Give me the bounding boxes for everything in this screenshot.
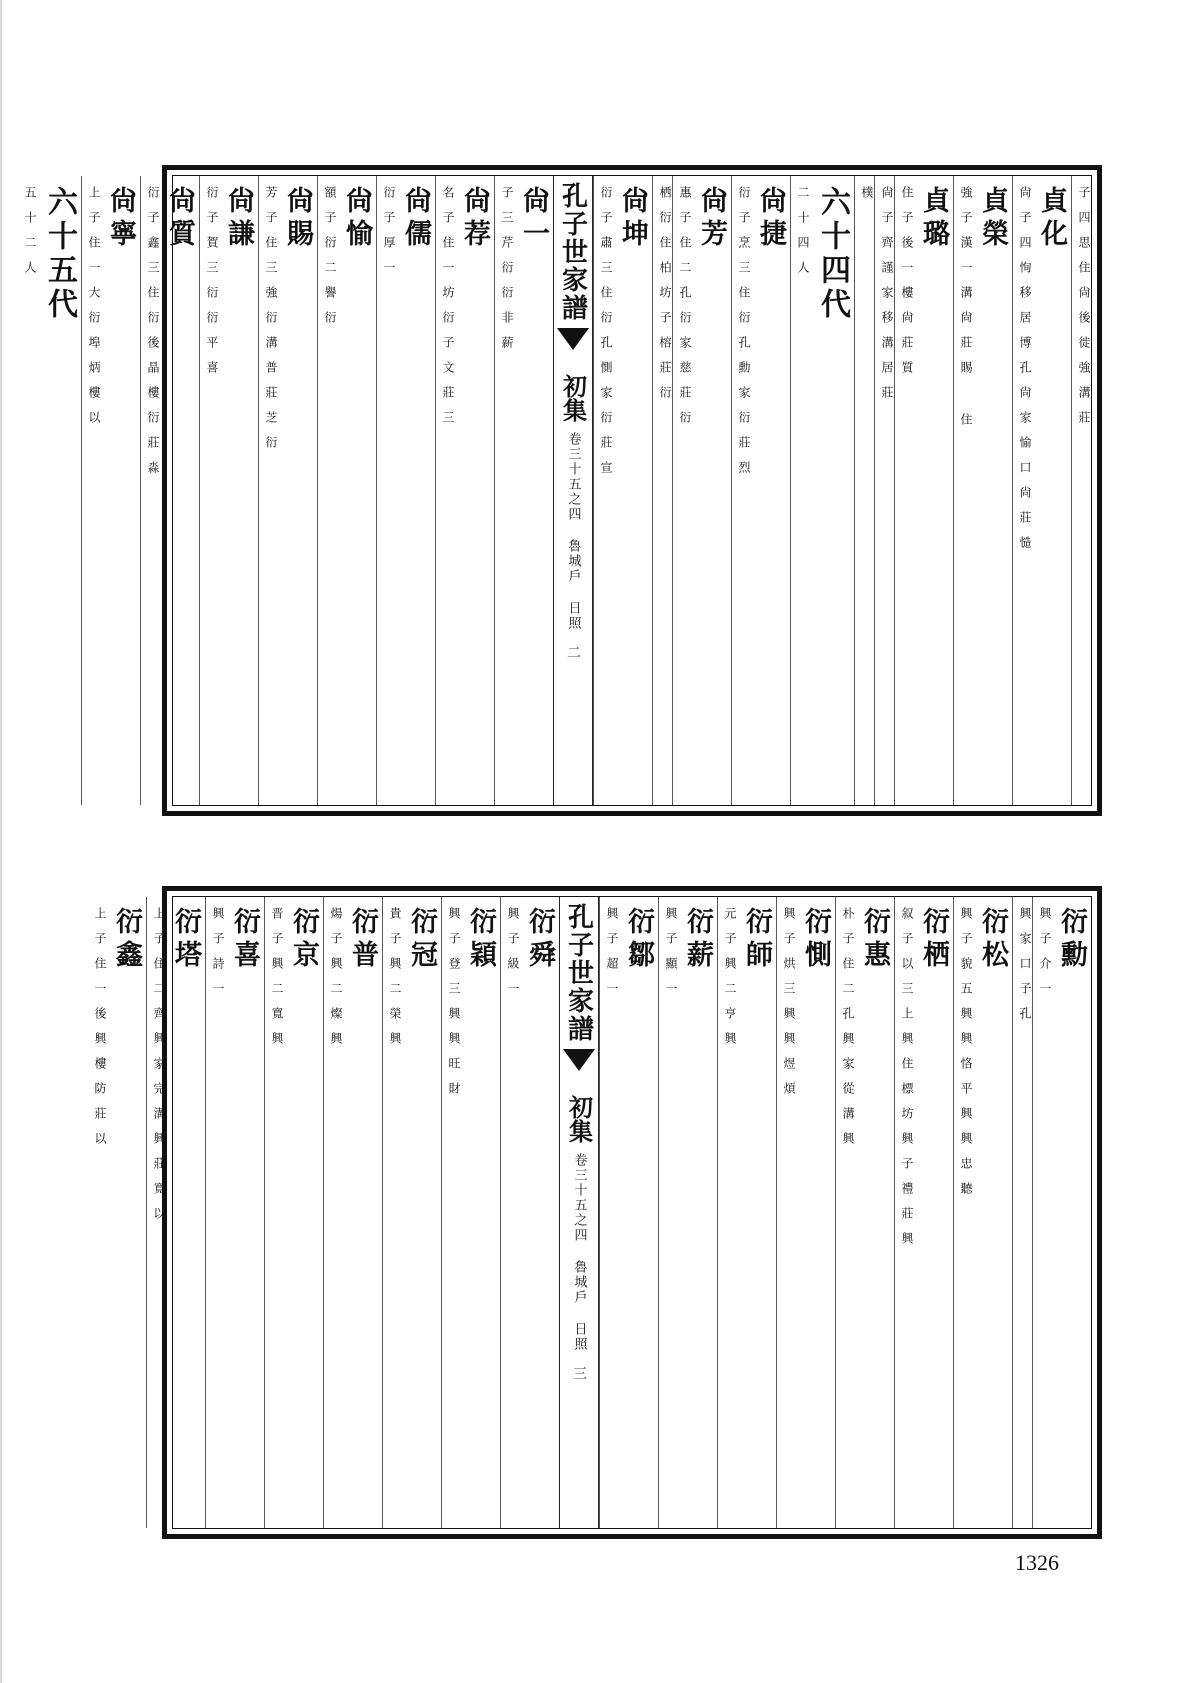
genealogy-entry [657, 186, 672, 805]
entry-name: 衍舜 [524, 907, 555, 973]
entry-note: 上子住一大衍埠炳樓以 [87, 186, 101, 436]
entry-name: 衍惻 [800, 907, 831, 973]
entry-name: 衍栖 [918, 907, 949, 973]
entry-note: 樸 [860, 186, 874, 211]
genealogy-entry [1017, 186, 1071, 805]
entry-name: 衍冠 [406, 907, 437, 973]
genealogy-entry [840, 907, 894, 1528]
entry-note: 子三芹衍衍非薪 [500, 186, 514, 361]
entry-note: 朴子住二孔興家從溝興 [841, 907, 855, 1157]
entry-note: 興子登三興興旺財 [447, 907, 461, 1107]
entry-note: 興子烘三興興煜煩 [782, 907, 796, 1107]
column [894, 897, 953, 1528]
leaf-number: 三 [571, 1366, 587, 1380]
entry-name: 衍穎 [465, 907, 496, 973]
entry-name: 衍鑫 [111, 907, 142, 973]
generation-count: 二十四人 [796, 186, 810, 286]
column [500, 897, 559, 1528]
column [376, 176, 435, 805]
entry-note: 芳子住三強衍溝普莊芝衍 [264, 186, 278, 461]
entry-name: 衍勳 [1056, 907, 1087, 973]
entry-note: 興子介一 [1038, 907, 1052, 1007]
generation-heading-column [18, 176, 81, 805]
genealogy-entry [145, 186, 199, 805]
genealogy-entry [440, 186, 494, 805]
genealogy-entry [1076, 186, 1091, 805]
column [776, 897, 835, 1528]
entry-name: 衍薪 [682, 907, 713, 973]
spine-column [559, 897, 599, 1528]
column [382, 897, 441, 1528]
entry-note: 興子詩一 [211, 907, 225, 1007]
genealogy-entry [598, 186, 652, 805]
entry-note: 興子顯一 [664, 907, 678, 1007]
entry-name: 貞化 [1036, 186, 1067, 252]
entry-name: 尙愉 [341, 186, 372, 252]
volume-info: 卷三十五之四 魯城戶 日照 [565, 432, 581, 631]
entry-note: 衍子鑫三住衍後晶樓衍莊淼 [146, 186, 160, 486]
genealogy-entry [269, 907, 323, 1528]
entry-note: 興子貌五興興恪平興興忠聽 [959, 907, 973, 1207]
column [140, 176, 199, 805]
leaf-number: 二 [565, 645, 581, 659]
entry-name: 尙一 [518, 186, 549, 252]
genealogy-entry [446, 907, 500, 1528]
bottom-register-panel [93, 886, 1102, 1539]
column [894, 176, 953, 805]
entry-note: 衍子賀三衍衍平喜 [205, 186, 219, 386]
genealogy-entry [151, 907, 205, 1528]
collection-label: 初集 [558, 374, 588, 422]
volume-info: 卷三十五之四 魯城戶 日照 [571, 1153, 587, 1352]
genealogy-entry [722, 907, 776, 1528]
genealogy-entry [899, 907, 953, 1528]
entry-name: 衍京 [288, 907, 319, 973]
entry-name: 尙寧 [105, 186, 136, 252]
column [88, 897, 146, 1528]
entry-name: 尙捷 [755, 186, 786, 252]
column [441, 897, 500, 1528]
genealogy-entry [204, 186, 258, 805]
entry-note: 叙子以三上興住標坊興子禮莊興 [900, 907, 914, 1257]
genealogy-entry [92, 907, 146, 1528]
column [593, 176, 652, 805]
generation-label: 六十四代 [815, 186, 850, 322]
entry-note: 子四思住尙後徙強溝莊 [1077, 186, 1091, 436]
genealogy-entry [86, 186, 140, 805]
entry-note: 煬子興二燦興 [329, 907, 343, 1057]
genealogy-entry [663, 907, 717, 1528]
entry-name: 貞榮 [977, 186, 1008, 252]
column [658, 897, 717, 1528]
entry-name: 尙儒 [400, 186, 431, 252]
entry-name: 尙坤 [617, 186, 648, 252]
entry-note: 住子後一樓尙莊質 [900, 186, 914, 386]
genealogy-entry [381, 186, 435, 805]
genealogy-entry [879, 186, 894, 805]
entry-note: 尙子四恂移居博孔尙家愉口尙莊慥 [1018, 186, 1032, 561]
entry-name: 貞璐 [918, 186, 949, 252]
generation-count: 五十二人 [23, 186, 37, 286]
entry-note: 興子級一 [506, 907, 520, 1007]
entry-note: 上子住一後興樓防莊以 [93, 907, 107, 1157]
entry-name: 尙賜 [282, 186, 313, 252]
genealogy-entry [263, 186, 317, 805]
entry-note: 強子漢一溝尙莊賜 住 [959, 186, 973, 438]
column [435, 176, 494, 805]
column [953, 897, 1012, 1528]
generation-heading [22, 186, 81, 805]
entry-note: 上子住二齊興家完溝興莊寬以 [152, 907, 166, 1232]
column [717, 897, 776, 1528]
column [258, 176, 317, 805]
entry-note: 貴子興二榮興 [388, 907, 402, 1057]
column [953, 176, 1012, 805]
genealogy-entry [958, 186, 1012, 805]
column [494, 176, 553, 805]
genealogy-entry [1037, 907, 1091, 1528]
entry-note: 名子住一坊衍子文莊三 [441, 186, 455, 436]
entry-note: 栖衍住柏坊子榕莊衍 [658, 186, 672, 411]
column [205, 897, 264, 1528]
entry-name: 衍喜 [229, 907, 260, 973]
book-title: 孔子世家譜 [563, 903, 594, 1043]
column [146, 897, 205, 1528]
column [652, 176, 672, 805]
fishtail-mark [563, 1049, 595, 1071]
column [731, 176, 790, 805]
genealogy-entry [859, 186, 874, 805]
genealogy-entry [958, 907, 1012, 1528]
entry-name: 尙謙 [223, 186, 254, 252]
generation-heading-column [790, 176, 854, 805]
column [672, 176, 731, 805]
entry-note: 衍子厚一 [382, 186, 396, 286]
entry-note: 額子衍二譽衍 [323, 186, 337, 336]
column [1012, 897, 1032, 1528]
page-edge-rule [0, 0, 2, 1683]
genealogy-entry [387, 907, 441, 1528]
fishtail-mark [557, 328, 589, 350]
top-register-panel [23, 165, 1102, 816]
column [835, 897, 894, 1528]
entry-name: 衍鄒 [623, 907, 654, 973]
genealogy-entry [499, 186, 553, 805]
entry-note: 尙子齊謹家移溝居莊 [880, 186, 894, 411]
spine-column [553, 176, 593, 805]
genealogy-entry [604, 907, 658, 1528]
genealogy-entry [1017, 907, 1032, 1528]
genealogy-entry [505, 907, 559, 1528]
entry-note: 衍子肅三住衍孔惻家衍莊宣 [599, 186, 613, 486]
generation-label: 六十五代 [42, 186, 77, 322]
entry-name: 衍塔 [170, 907, 201, 973]
entry-note: 興子超一 [605, 907, 619, 1007]
genealogy-entry [899, 186, 953, 805]
entry-note: 晋子興二寬興 [270, 907, 284, 1057]
book-title: 孔子世家譜 [557, 182, 588, 322]
entry-note: 衍子烹三住衍孔勳家衍莊烈 [737, 186, 751, 486]
entry-name: 尙荐 [459, 186, 490, 252]
entry-name: 尙質 [164, 186, 195, 252]
column [854, 176, 874, 805]
entry-name: 尙芳 [696, 186, 727, 252]
column [1032, 897, 1091, 1528]
column [1071, 176, 1091, 805]
collection-label: 初集 [564, 1095, 594, 1143]
entry-name: 衍惠 [859, 907, 890, 973]
column [81, 176, 140, 805]
genealogy-entry [328, 907, 382, 1528]
column [199, 176, 258, 805]
genealogy-entry [736, 186, 790, 805]
genealogy-entry [322, 186, 376, 805]
column [1012, 176, 1071, 805]
page-number: 1326 [1015, 1550, 1059, 1575]
generation-heading [795, 186, 854, 805]
entry-name: 衍松 [977, 907, 1008, 973]
column [323, 897, 382, 1528]
genealogy-entry [210, 907, 264, 1528]
column [874, 176, 894, 805]
genealogy-entry [781, 907, 835, 1528]
entry-note: 惠子住二孔衍家慈莊衍 [678, 186, 692, 436]
entry-note: 元子興二亨興 [723, 907, 737, 1057]
entry-name: 衍普 [347, 907, 378, 973]
column [599, 897, 658, 1528]
entry-note: 興家口子孔 [1018, 907, 1032, 1032]
genealogy-entry [677, 186, 731, 805]
column [264, 897, 323, 1528]
entry-name: 衍師 [741, 907, 772, 973]
column [317, 176, 376, 805]
